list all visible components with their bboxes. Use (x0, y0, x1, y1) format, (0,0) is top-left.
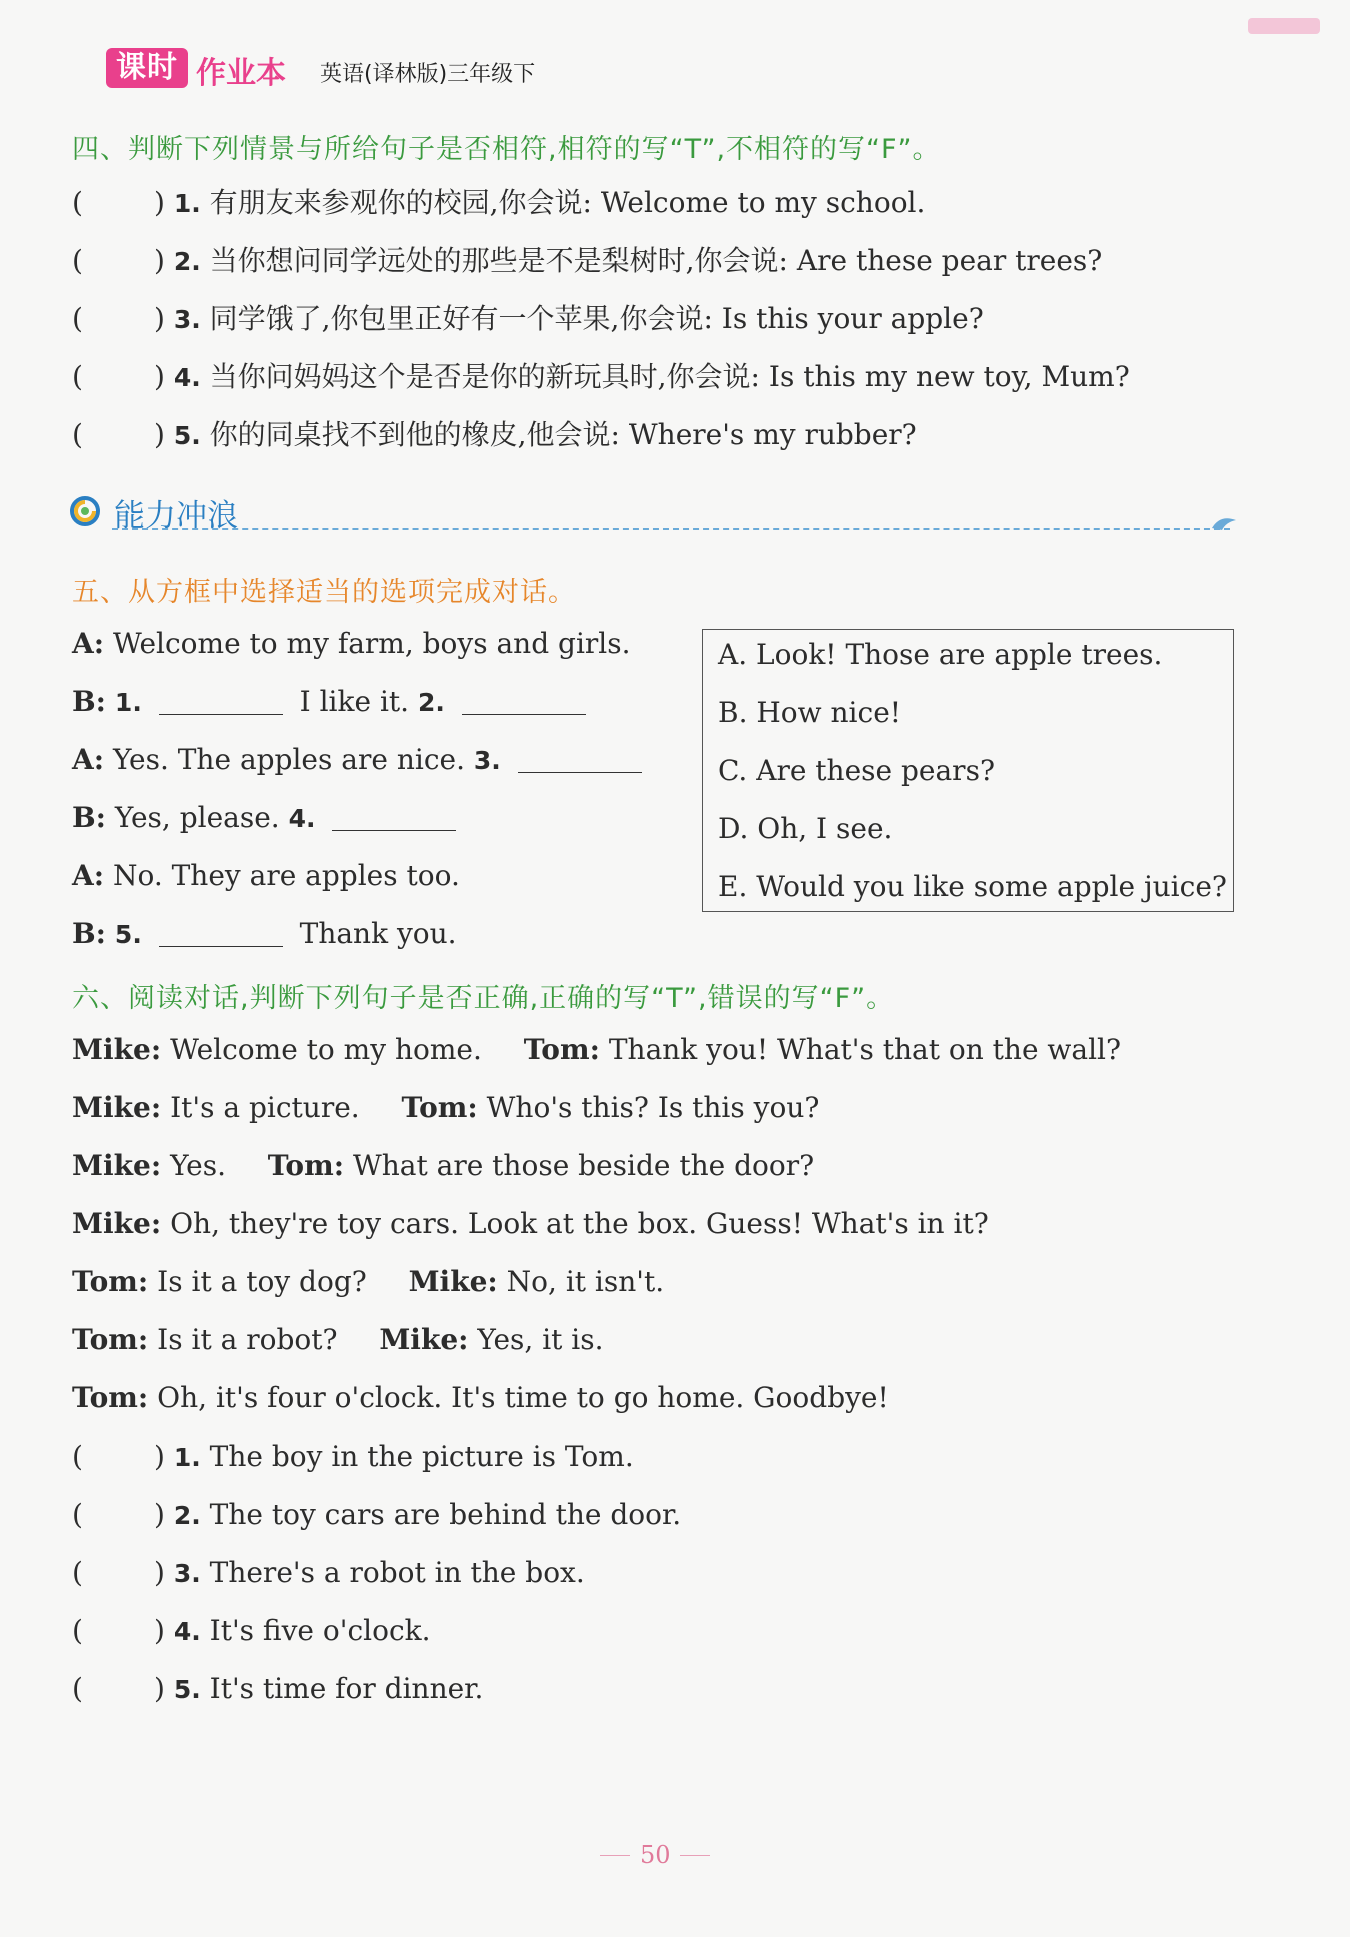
s4-item-num: 2. (173, 247, 201, 276)
s6-dialogue-line (72, 1091, 819, 1125)
s6-item-text: It's five o'clock. (209, 1614, 431, 1647)
blank-num: 3. (473, 746, 501, 775)
line-text: Yes. The apples are nice. (112, 743, 465, 776)
s6-dialogue-line (72, 1265, 664, 1299)
option-item: A. Look! Those are apple trees. (718, 638, 1163, 671)
s5-dialogue-line (72, 917, 457, 952)
speaker: A: (72, 627, 105, 660)
s4-item-text: 当你想问同学远处的那些是不是梨树时,你会说: Are these pear trees? (209, 244, 1103, 277)
line-text: Oh, they're toy cars. Look at the box. Guess! What's in it? (170, 1207, 989, 1240)
speaker: A: (72, 743, 105, 776)
line-text: Yes, it is. (477, 1323, 604, 1356)
brand-badge: 课时 (106, 48, 188, 88)
speaker: A: (72, 859, 105, 892)
speaker: Mike: (72, 1149, 162, 1182)
s5-dialogue-line (72, 627, 631, 661)
line-text: Who's this? Is this you? (486, 1091, 820, 1124)
line-text: Is it a toy dog? (157, 1265, 367, 1298)
blank-num: 4. (288, 804, 316, 833)
speaker: B: (72, 801, 107, 834)
line-text: Welcome to my farm, boys and girls. (112, 627, 631, 660)
s4-item-num: 5. (173, 421, 201, 450)
page-number: 50 (640, 1841, 671, 1869)
speaker: Tom: (72, 1381, 149, 1414)
s6-dialogue-line (72, 1381, 889, 1415)
s4-item: ( ) 4. 当你问妈妈这个是否是你的新玩具时,你会说: Is this my new toy, Mum? (72, 360, 1130, 393)
s6-item-text: There's a robot in the box. (209, 1556, 585, 1589)
speaker: Mike: (72, 1091, 162, 1124)
speaker: Tom: (72, 1265, 149, 1298)
line-text: Yes, please. (114, 801, 280, 834)
s5-dialogue-line (72, 859, 460, 893)
speaker: Tom: (267, 1149, 345, 1182)
s4-item-text: 有朋友来参观你的校园,你会说: Welcome to my school. (209, 186, 926, 219)
line-text: Thank you! What's that on the wall? (608, 1033, 1122, 1066)
line-text: Welcome to my home. (170, 1033, 482, 1066)
option-item: E. Would you like some apple juice? (718, 870, 1227, 903)
blank-num: 1. (114, 688, 142, 717)
s5-dialogue-line (72, 743, 650, 778)
footer-dash-right (680, 1855, 710, 1856)
s6-item: ( ) 4. It's five o'clock. (72, 1614, 431, 1647)
answer-blank[interactable] (518, 746, 642, 773)
s6-item: ( ) 1. The boy in the picture is Tom. (72, 1440, 634, 1473)
s4-item-num: 1. (173, 189, 201, 218)
book-title: 英语(译林版)三年级下 (320, 62, 536, 87)
line-text: No, it isn't. (506, 1265, 665, 1298)
brand-text: 作业本 (196, 56, 286, 91)
speaker: Tom: (523, 1033, 600, 1066)
line-text: Oh, it's four o'clock. It's time to go home. Goodbye! (157, 1381, 889, 1414)
answer-blank[interactable] (332, 804, 456, 831)
speaker: Mike: (72, 1207, 162, 1240)
s4-item-num: 3. (173, 305, 201, 334)
speaker: Mike: (408, 1265, 498, 1298)
s4-item-num: 4. (173, 363, 201, 392)
footer-dash-left (600, 1855, 630, 1856)
line-text: No. They are apples too. (112, 859, 460, 892)
speaker: Tom: (401, 1091, 478, 1124)
line-text: Thank you. (299, 917, 457, 950)
ability-divider (112, 528, 1230, 530)
s6-item: ( ) 3. There's a robot in the box. (72, 1556, 585, 1589)
corner-decoration (1248, 18, 1320, 34)
s6-item-num: 3. (173, 1559, 201, 1588)
s6-dialogue-line (72, 1323, 604, 1357)
option-item: D. Oh, I see. (718, 812, 893, 845)
s4-item-text: 当你问妈妈这个是否是你的新玩具时,你会说: Is this my new toy, Mum? (209, 360, 1130, 393)
line-text: It's a picture. (170, 1091, 360, 1124)
section4-title: 四、判断下列情景与所给句子是否相符,相符的写“T”,不相符的写“F”。 (72, 134, 941, 165)
s6-item: ( ) 5. It's time for dinner. (72, 1672, 484, 1705)
speaker: B: (72, 685, 107, 718)
speaker: Mike: (72, 1033, 162, 1066)
speaker: Mike: (379, 1323, 469, 1356)
s6-item-num: 4. (173, 1617, 201, 1646)
s5-dialogue-line (72, 801, 464, 836)
wave-end-icon (1210, 510, 1238, 532)
line-text: Is it a robot? (157, 1323, 338, 1356)
s6-dialogue-line (72, 1149, 814, 1183)
line-text: What are those beside the door? (352, 1149, 815, 1182)
s6-dialogue-line (72, 1207, 989, 1241)
ability-swirl-icon (70, 496, 100, 526)
blank-num: 2. (417, 688, 445, 717)
speaker: B: (72, 917, 107, 950)
s6-dialogue-line (72, 1033, 1121, 1067)
answer-blank[interactable] (159, 920, 283, 947)
speaker: Tom: (72, 1323, 149, 1356)
s6-item-text: It's time for dinner. (209, 1672, 484, 1705)
s6-item: ( ) 2. The toy cars are behind the door. (72, 1498, 682, 1531)
answer-blank[interactable] (159, 688, 283, 715)
s6-item-num: 1. (173, 1443, 201, 1472)
s4-item: ( ) 3. 同学饿了,你包里正好有一个苹果,你会说: Is this your apple? (72, 302, 984, 335)
ability-title: 能力冲浪 (114, 498, 238, 534)
option-item: B. How nice! (718, 696, 902, 729)
s4-item: ( ) 2. 当你想问同学远处的那些是不是梨树时,你会说: Are these pear trees? (72, 244, 1103, 277)
option-item: C. Are these pears? (718, 754, 995, 787)
s6-item-num: 2. (173, 1501, 201, 1530)
line-text: I like it. (299, 685, 410, 718)
line-text: Yes. (170, 1149, 226, 1182)
s6-item-num: 5. (173, 1675, 201, 1704)
s5-dialogue-line (72, 685, 594, 720)
s4-item: ( ) 1. 有朋友来参观你的校园,你会说: Welcome to my school. (72, 186, 926, 219)
s4-item: ( ) 5. 你的同桌找不到他的橡皮,他会说: Where's my rubber? (72, 418, 917, 451)
s6-item-text: The boy in the picture is Tom. (209, 1440, 634, 1473)
s4-item-text: 你的同桌找不到他的橡皮,他会说: Where's my rubber? (209, 418, 917, 451)
blank-num: 5. (114, 920, 142, 949)
s6-item-text: The toy cars are behind the door. (209, 1498, 682, 1531)
section6-title: 六、阅读对话,判断下列句子是否正确,正确的写“T”,错误的写“F”。 (72, 983, 895, 1014)
s4-item-text: 同学饿了,你包里正好有一个苹果,你会说: Is this your apple? (209, 302, 984, 335)
answer-blank[interactable] (462, 688, 586, 715)
section5-title: 五、从方框中选择适当的选项完成对话。 (72, 577, 576, 608)
